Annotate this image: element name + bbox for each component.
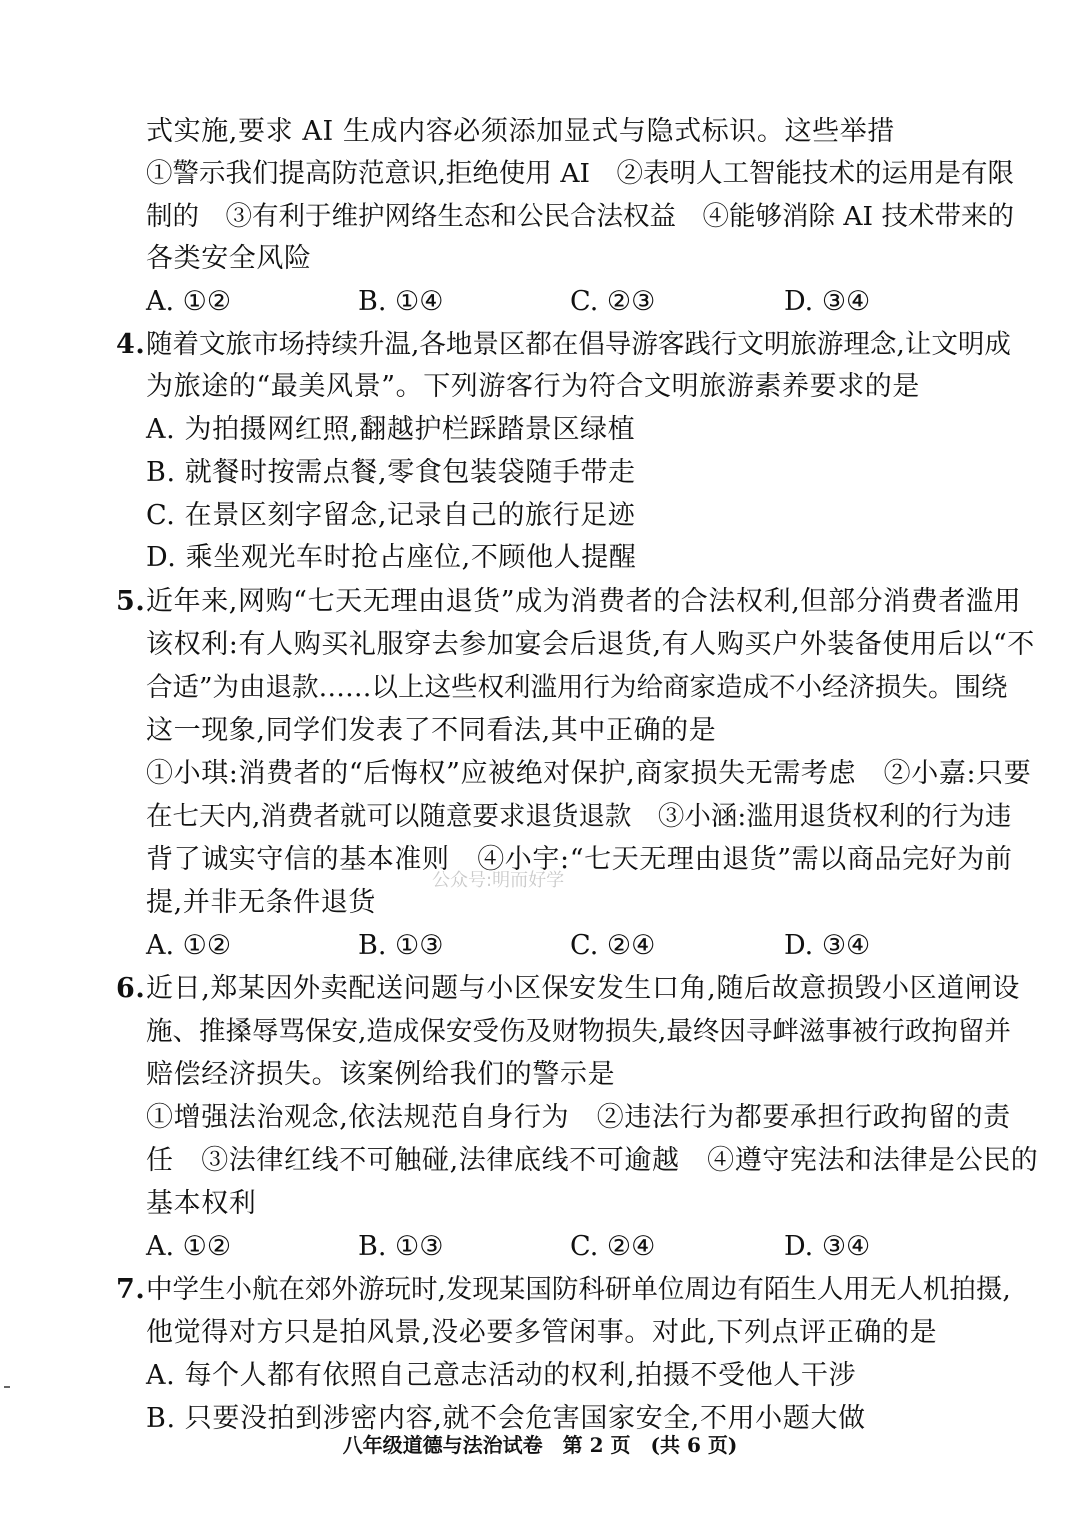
q5-statements-line-3: 背了诚实守信的基本准则 ④小宇:“七天无理由退货”需以商品完好为前 (146, 844, 1013, 875)
q3-option-c: C. ②③ (570, 286, 656, 317)
q4-number: 4. (116, 329, 146, 360)
watermark: 公众号:明而好学 (432, 870, 565, 891)
q4-stem-line-1: 随着文旅市场持续升温,各地景区都在倡导游客践行文明旅游理念,让文明成 (146, 329, 1011, 360)
q5-statements-line-2: 在七天内,消费者就可以随意要求退货退款 ③小涵:滥用退货权利的行为违 (146, 801, 1012, 832)
q6-option-c: C. ②④ (570, 1231, 656, 1262)
q7-stem-line-1: 中学生小航在郊外游玩时,发现某国防科研单位周边有陌生人用无人机拍摄, (146, 1274, 1011, 1305)
q6-statements-line-3: 基本权利 (146, 1188, 257, 1219)
q6-stem-line-1: 近日,郑某因外卖配送问题与小区保安发生口角,随后故意损毁小区道闸设 (146, 973, 1020, 1004)
q5-option-a: A. ①② (146, 930, 232, 961)
margin-mark (4, 1386, 10, 1388)
q5-stem-line-4: 这一现象,同学们发表了不同看法,其中正确的是 (146, 715, 717, 746)
q3-statements-line-3: 各类安全风险 (146, 243, 312, 274)
q5-statements-line-4: 提,并非无条件退货 (146, 887, 376, 918)
q7-number: 7. (116, 1274, 146, 1305)
q5-option-c: C. ②④ (570, 930, 656, 961)
q4-option-a: A. 为拍摄网红照,翻越护栏踩踏景区绿植 (146, 414, 636, 445)
q3-statements-line-2: 制的 ③有利于维护网络生态和公民合法权益 ④能够消除 AI 技术带来的 (146, 201, 1014, 232)
q3-stem-end: 式实施,要求 AI 生成内容必须添加显式与隐式标识。这些举措 (146, 116, 895, 147)
q5-stem-line-1: 近年来,网购“七天无理由退货”成为消费者的合法权利,但部分消费者滥用 (146, 586, 1022, 617)
q5-stem-line-2: 该权利:有人购买礼服穿去参加宴会后退货,有人购买户外装备使用后以“不 (146, 629, 1035, 660)
q7-stem-line-2: 他觉得对方只是拍风景,没必要多管闲事。对此,下列点评正确的是 (146, 1317, 938, 1348)
q3-statements-line-1: ①警示我们提高防范意识,拒绝使用 AI ②表明人工智能技术的运用是有限 (146, 158, 1014, 189)
q5-number: 5. (116, 586, 146, 617)
q6-option-b: B. ①③ (358, 1231, 444, 1262)
q7-option-b: B. 只要没拍到涉密内容,就不会危害国家安全,不用小题大做 (146, 1403, 866, 1434)
q4-option-c: C. 在景区刻字留念,记录自己的旅行足迹 (146, 500, 636, 531)
q5-option-d: D. ③④ (784, 930, 871, 961)
q6-stem-line-3: 赔偿经济损失。该案例给我们的警示是 (146, 1059, 616, 1090)
q4-stem-line-2: 为旅途的“最美风景”。下列游客行为符合文明旅游素养要求的是 (146, 371, 921, 402)
q6-number: 6. (116, 973, 146, 1004)
q3-option-a: A. ①② (146, 286, 232, 317)
q6-statements-line-2: 任 ③法律红线不可触碰,法律底线不可逾越 ④遵守宪法和法律是公民的 (146, 1145, 1039, 1176)
q6-stem-line-2: 施、推搡辱骂保安,造成保安受伤及财物损失,最终因寻衅滋事被行政拘留并 (146, 1016, 1011, 1047)
q5-option-b: B. ①③ (358, 930, 444, 961)
q7-option-a: A. 每个人都有依照自己意志活动的权利,拍摄不受他人干涉 (146, 1360, 857, 1391)
q4-option-d: D. 乘坐观光车时抢占座位,不顾他人提醒 (146, 542, 637, 573)
q5-stem-line-3: 合适”为由退款……以上这些权利滥用行为给商家造成不小经济损失。围绕 (146, 672, 1008, 703)
page-footer: 八年级道德与法治试卷 第 2 页 (共 6 页) (342, 1433, 738, 1457)
q6-statements-line-1: ①增强法治观念,依法规范自身行为 ②违法行为都要承担行政拘留的责 (146, 1102, 1011, 1133)
q4-option-b: B. 就餐时按需点餐,零食包装袋随手带走 (146, 457, 636, 488)
q3-option-b: B. ①④ (358, 286, 444, 317)
q5-statements-line-1: ①小琪:消费者的“后悔权”应被绝对保护,商家损失无需考虑 ②小嘉:只要 (146, 758, 1032, 789)
q6-option-d: D. ③④ (784, 1231, 871, 1262)
q6-option-a: A. ①② (146, 1231, 232, 1262)
q3-option-d: D. ③④ (784, 286, 871, 317)
